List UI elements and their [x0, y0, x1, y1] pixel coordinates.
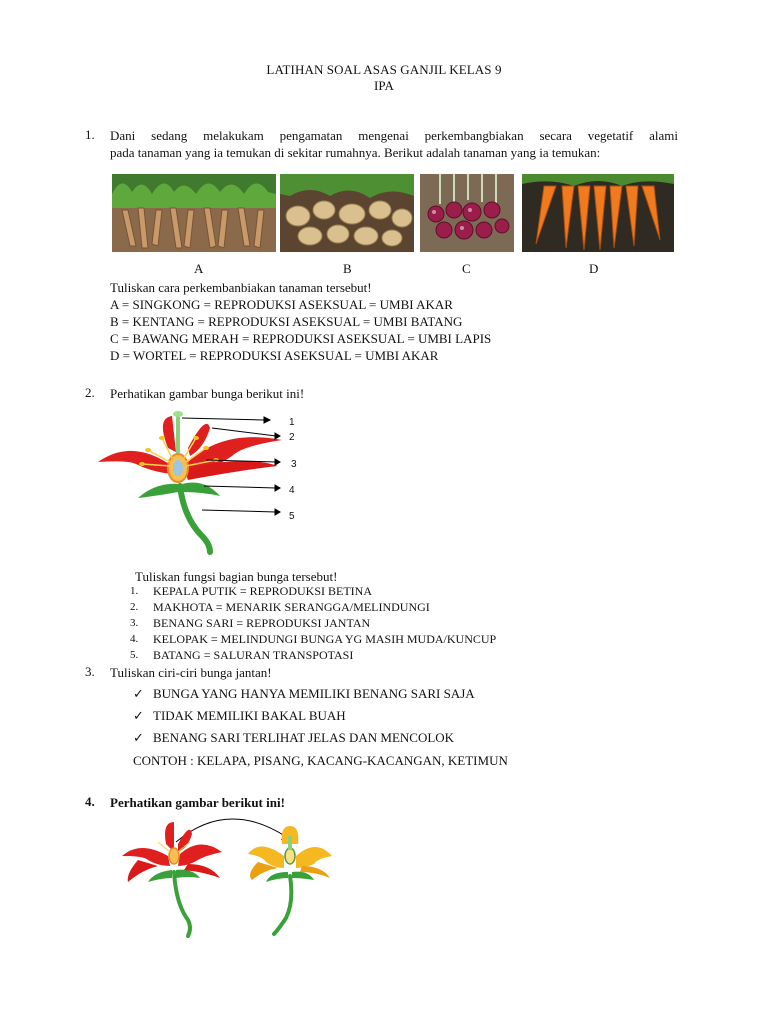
list-item-number: 2.	[130, 601, 139, 613]
bullet-text: BENANG SARI TERLIHAT JELAS DAN MENCOLOK	[153, 730, 455, 745]
shallot-photo	[420, 174, 514, 252]
check-icon: ✓	[133, 686, 144, 701]
diagram-label-4: 4	[289, 485, 295, 496]
question-2-number: 2.	[85, 385, 95, 400]
bullet-text: BUNGA YANG HANYA MEMILIKI BENANG SARI SAJA	[153, 686, 475, 701]
image-label-d: D	[589, 261, 599, 276]
pollination-diagram	[118, 808, 340, 938]
question-3-number: 3.	[85, 664, 95, 679]
question-4-number: 4.	[85, 794, 95, 809]
image-label-a: A	[194, 261, 204, 276]
image-label-c: C	[462, 261, 471, 276]
diagram-label-2: 2	[289, 432, 295, 443]
diagram-label-5: 5	[289, 511, 295, 522]
image-label-b: B	[343, 261, 352, 276]
list-item: KEPALA PUTIK = REPRODUKSI BETINA	[153, 584, 373, 598]
answer-line: B = KENTANG = REPRODUKSI ASEKSUAL = UMBI BATANG	[110, 314, 463, 329]
diagram-label-1: 1	[289, 417, 295, 428]
list-item: MAKHOTA = MENARIK SERANGGA/MELINDUNGI	[153, 600, 430, 614]
cassava-photo	[112, 174, 276, 252]
check-icon: ✓	[133, 708, 144, 723]
flower-diagram	[92, 408, 312, 556]
bullet-row	[133, 686, 475, 702]
list-item: KELOPAK = MELINDUNGI BUNGA YG MASIH MUDA/KUNCUP	[153, 632, 497, 646]
carrot-photo	[522, 174, 674, 252]
question-1-prompt: Tuliskan cara perkembanbiakan tanaman tersebut!	[110, 280, 372, 295]
list-item: BENANG SARI = REPRODUKSI JANTAN	[153, 616, 371, 630]
bullet-row	[133, 708, 346, 724]
check-icon: ✓	[133, 730, 144, 745]
list-item-number: 1.	[130, 585, 139, 597]
answer-line: A = SINGKONG = REPRODUKSI ASEKSUAL = UMBI AKAR	[110, 297, 453, 312]
question-1-text-line-1: Dani sedang melakukam pengamatan mengenai perkembangbiakan secara vegetatif alami	[110, 128, 678, 143]
question-4-text: Perhatikan gambar berikut ini!	[110, 795, 285, 810]
question-2-text: Perhatikan gambar bunga berikut ini!	[110, 386, 305, 401]
list-item-number: 5.	[130, 649, 139, 661]
page-title: LATIHAN SOAL ASAS GANJIL KELAS 9	[266, 62, 502, 77]
question-1-number: 1.	[85, 127, 95, 142]
bullet-row	[133, 730, 454, 746]
list-item: BATANG = SALURAN TRANSPOTASI	[153, 648, 354, 662]
answer-line: D = WORTEL = REPRODUKSI ASEKSUAL = UMBI AKAR	[110, 348, 439, 363]
question-3-text: Tuliskan ciri-ciri bunga jantan!	[110, 665, 272, 680]
list-item-number: 3.	[130, 617, 139, 629]
question-1-text	[110, 127, 678, 161]
question-1-text-line-2: pada tanaman yang ia temukan di sekitar rumahnya. Berikut adalah tanaman yang ia temukan:	[110, 145, 601, 160]
example-text: CONTOH : KELAPA, PISANG, KACANG-KACANGAN, KETIMUN	[133, 753, 508, 768]
list-item-number: 4.	[130, 633, 139, 645]
question-2-prompt: Tuliskan fungsi bagian bunga tersebut!	[135, 569, 338, 584]
page-subtitle: IPA	[373, 78, 395, 93]
bullet-text: TIDAK MEMILIKI BAKAL BUAH	[153, 708, 346, 723]
potato-photo	[280, 174, 414, 252]
diagram-label-3: 3	[291, 459, 297, 470]
answer-line: C = BAWANG MERAH = REPRODUKSI ASEKSUAL = UMBI LAPIS	[110, 331, 492, 346]
